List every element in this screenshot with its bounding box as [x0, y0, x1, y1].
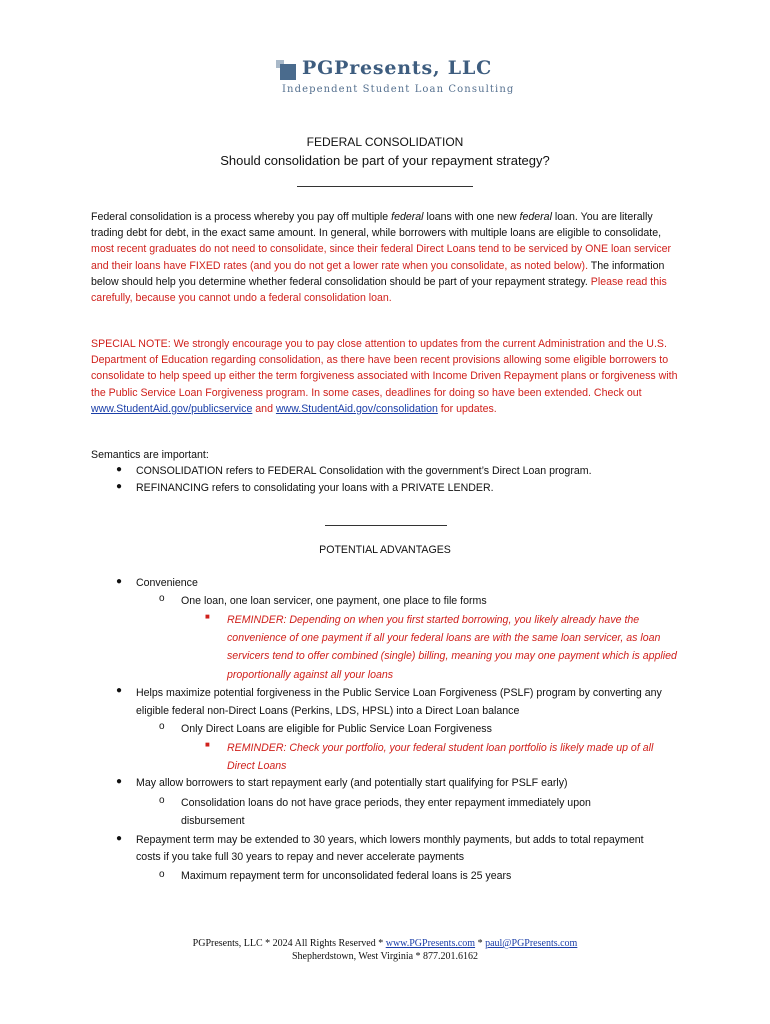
reminder-note: REMINDER: Check your portfolio, your federal student loan portfolio is likely made up of all Direct Loans [227, 742, 654, 773]
advantages-heading: POTENTIAL ADVANTAGES [319, 544, 451, 556]
company-name: PGPresents, LLC [302, 57, 493, 79]
sub-bullet-icon: o [159, 869, 165, 880]
advantage-item: Repayment term may be extended to 30 years, which lowers monthly payments, but adds to total repayment costs if you take full 30 years to repay and never accelerate payments [136, 834, 644, 864]
bullet-icon: ● [116, 685, 123, 696]
footer-line-2: Shepherdstown, West Virginia * 877.201.6162 [291, 951, 479, 962]
intro-warning: most recent graduates do not need to consolidate, since their federal Direct Loans tend to be serviced by ONE loan servicer and their loans have FIXED rates (and you do not get a lower rate when you consolidate, as noted below). [91, 243, 672, 272]
bullet-icon: ● [116, 776, 123, 787]
semantics-item: CONSOLIDATION refers to FEDERAL Consolidation with the government’s Direct Loan program. [136, 465, 592, 477]
title-divider [297, 186, 473, 187]
advantage-subitem: One loan, one loan servicer, one payment, one place to file forms [181, 595, 487, 607]
advantage-item: Helps maximize potential forgiveness in the Public Service Loan Forgiveness (PSLF) program by converting any eligible federal non-Direct Loans (Perkins, LDS, HPSL) into a Direct Loan balance [136, 687, 662, 718]
advantage-item: May allow borrowers to start repayment early (and potentially start qualifying for PSLF early) [136, 777, 568, 789]
footer-email-link[interactable]: paul@PGPresents.com [485, 938, 578, 949]
section-divider [325, 525, 447, 526]
advantage-item: Convenience [136, 577, 198, 589]
semantics-heading: Semantics are important: [91, 449, 209, 461]
link-studentaid-consolidation[interactable]: www.StudentAid.gov/consolidation [275, 402, 438, 415]
doc-subtitle: Should consolidation be part of your repayment strategy? [220, 153, 550, 168]
bullet-icon: ● [116, 481, 123, 492]
bullet-icon: ● [116, 576, 123, 587]
semantics-item: REFINANCING refers to consolidating your loans with a PRIVATE LENDER. [136, 482, 494, 494]
reminder-note: REMINDER: Depending on when you first started borrowing, you likely already have the convenience of one payment if all your federal loans are with the same loan servicer, as loan servicers tend to offer combined (single) billing, meaning you may one payment which is applied proportionally against all your loans [227, 614, 677, 681]
square-bullet-icon: ■ [205, 740, 210, 749]
company-logo [276, 57, 515, 98]
sub-bullet-icon: o [159, 795, 165, 806]
link-studentaid-publicservice[interactable]: www.StudentAid.gov/publicservice [91, 402, 253, 415]
intro-caution: Please read this carefully, because you cannot undo a federal consolidation loan. [91, 275, 667, 305]
advantage-subitem: Maximum repayment term for unconsolidated federal loans is 25 years [181, 870, 512, 882]
footer-website-link[interactable]: www.PGPresents.com [385, 938, 476, 949]
square-bullet-icon: ■ [205, 612, 210, 621]
doc-title: FEDERAL CONSOLIDATION [306, 135, 464, 149]
logo-mark-icon [276, 60, 296, 80]
advantage-subitem: Consolidation loans do not have grace periods, they enter repayment immediately upon disbursement [181, 797, 591, 828]
sub-bullet-icon: o [159, 593, 165, 604]
company-tagline: Independent Student Loan Consulting [282, 84, 515, 95]
bullet-icon: ● [116, 464, 123, 475]
bullet-icon: ● [116, 833, 123, 844]
intro-paragraph: Federal consolidation is a process whereby you pay off multiple federal loans with one new federal loan. You are literally trading debt for debt, in the exact same amount. In general, while borrowers with multiple loans are eligible to consolidate, most recent graduates do not need to consolidate, since their federal Direct Loans tend to be serviced by ONE loan servicer and their loans have FIXED rates (and you do not get a lower rate when you consolidate, as noted below). The information below should help you determine whether federal consolidation should be part of your repayment strategy. Please read this carefully, because you cannot undo a federal consolidation loan. [91, 211, 672, 305]
special-note: SPECIAL NOTE: We strongly encourage you to pay close attention to updates from the current Administration and the U.S. Department of Education regarding consolidation, as there have been recent provisions allowing some eligible borrowers to consolidate to help speed up either the term forgiveness associated with Income Driven Repayment plans or forgiveness with the Public Service Loan Forgiveness program. In some cases, deadlines for doing so have been extended. Check out www.StudentAid.gov/publicservice and www.StudentAid.gov/consolidation for updates. [91, 338, 678, 415]
sub-bullet-icon: o [159, 721, 165, 732]
footer-line-1: PGPresents, LLC * 2024 All Rights Reserved * www.PGPresents.com * paul@PGPresents.com [192, 938, 578, 949]
advantage-subitem: Only Direct Loans are eligible for Public Service Loan Forgiveness [181, 723, 492, 735]
